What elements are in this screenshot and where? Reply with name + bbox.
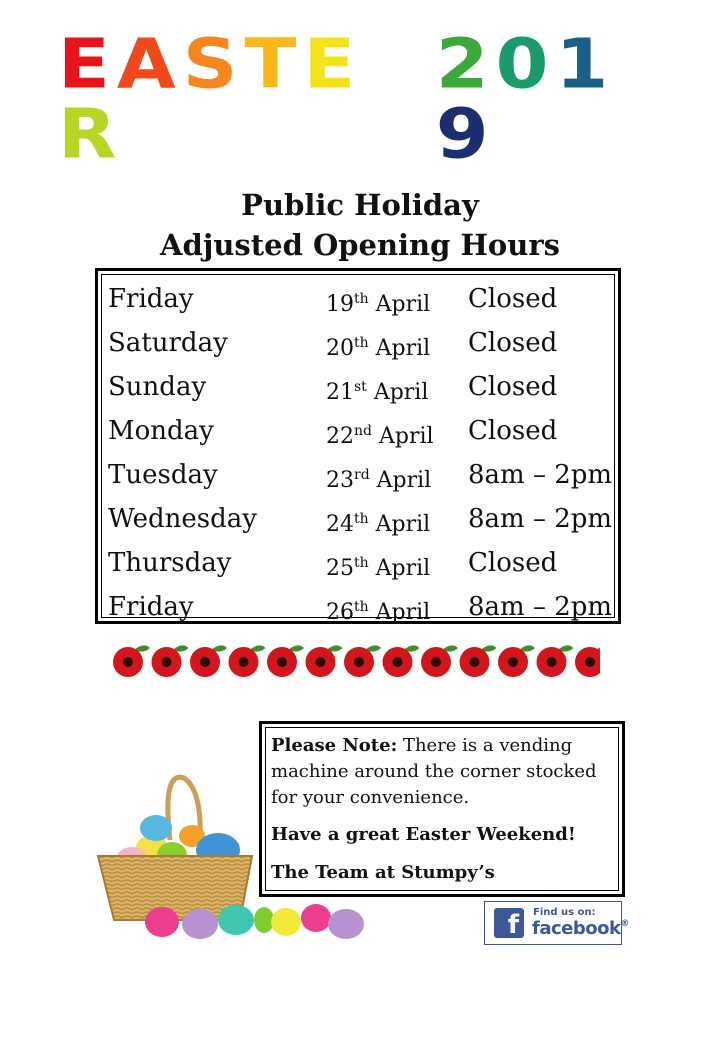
hours-row [108, 365, 618, 409]
date-suffix: st [354, 379, 367, 395]
hours-row [108, 453, 618, 497]
hours-status: Closed [468, 372, 558, 402]
hours-status: Closed [468, 328, 558, 358]
title-letter: R [58, 93, 118, 174]
hours-day: Saturday [108, 328, 228, 358]
facebook-word: facebook [532, 918, 621, 939]
date-space [372, 424, 379, 449]
date-suffix: th [354, 599, 369, 615]
hours-row [108, 409, 618, 453]
title-letter: 0 [495, 23, 550, 104]
hours-day: Monday [108, 416, 214, 446]
hours-row [108, 585, 618, 629]
hours-day: Thursday [108, 548, 232, 578]
poppy-divider [110, 640, 600, 680]
date-number: 23 [326, 468, 354, 493]
date-month: April [375, 512, 431, 537]
hours-row [108, 541, 618, 585]
hours-status: 8am – 2pm [468, 592, 613, 622]
date-number: 20 [326, 336, 354, 361]
poppy-icon [113, 645, 150, 677]
hours-date [326, 277, 430, 327]
hours-date [326, 497, 430, 547]
greeting: Have a great Easter Weekend! [271, 824, 576, 845]
poppy-icon [383, 645, 420, 677]
title-letter: 9 [435, 93, 490, 174]
date-month: April [376, 468, 432, 493]
date-suffix: th [354, 511, 369, 527]
date-number: 24 [326, 512, 354, 537]
poppy-icon [460, 645, 497, 677]
hours-status: 8am – 2pm [468, 460, 613, 490]
hours-row [108, 277, 618, 321]
date-number: 22 [326, 424, 354, 449]
date-suffix: th [354, 291, 369, 307]
note-box [259, 721, 625, 897]
note-text: There is a vending machine around the corner stocked for your convenience. [271, 735, 597, 808]
hours-day: Tuesday [108, 460, 218, 490]
poppy-icon [267, 645, 304, 677]
date-space [367, 380, 374, 405]
poppy-icon [152, 645, 189, 677]
title-word-easter [58, 23, 407, 174]
opening-hours-table [95, 268, 621, 624]
note-label: Please Note: [271, 735, 398, 756]
poppy-icon [575, 645, 600, 677]
hours-row [108, 321, 618, 365]
hours-day: Friday [108, 592, 194, 622]
title-letter: S [182, 23, 239, 104]
facebook-badge[interactable] [484, 901, 629, 945]
title-letter: 2 [435, 23, 490, 104]
poppy-icon [190, 645, 227, 677]
title-letter: T [244, 23, 298, 104]
easter-2019-title [58, 23, 662, 174]
facebook-find-us-label: Find us on: [533, 907, 596, 918]
date-space [369, 292, 376, 317]
hours-date [326, 453, 431, 503]
title-letter: E [303, 23, 357, 104]
date-number: 21 [326, 380, 354, 405]
date-suffix: nd [354, 423, 372, 439]
date-suffix: rd [354, 467, 370, 483]
hours-day: Friday [108, 284, 194, 314]
hours-date [326, 585, 430, 635]
hours-date [326, 365, 428, 415]
poppy-icon [421, 645, 458, 677]
facebook-wordmark [532, 918, 629, 939]
facebook-f-icon: f [494, 908, 524, 938]
poppy-icon [306, 645, 343, 677]
heading-line-1: Public Holiday [241, 188, 479, 222]
date-space [369, 556, 376, 581]
date-month: April [378, 424, 434, 449]
poppy-icon [498, 645, 535, 677]
date-suffix: th [354, 335, 369, 351]
date-month: April [375, 336, 431, 361]
vending-note [271, 733, 611, 811]
hours-status: Closed [468, 548, 558, 578]
hours-status: Closed [468, 416, 558, 446]
facebook-reg-mark: ® [620, 919, 629, 929]
hours-day: Sunday [108, 372, 207, 402]
date-number: 19 [326, 292, 354, 317]
title-word-year [435, 23, 662, 174]
hours-date [326, 409, 434, 459]
heading-line-2: Adjusted Opening Hours [160, 228, 560, 262]
date-month: April [375, 292, 431, 317]
hours-day: Wednesday [108, 504, 257, 534]
hours-date [326, 321, 430, 371]
signoff: The Team at Stumpy’s [271, 862, 495, 883]
poppy-icon [229, 645, 266, 677]
date-month: April [375, 600, 431, 625]
poppy-icon [537, 645, 574, 677]
date-month: April [373, 380, 429, 405]
title-letter: E [58, 23, 111, 104]
hours-status: 8am – 2pm [468, 504, 613, 534]
date-space [369, 336, 376, 361]
hours-status: Closed [468, 284, 558, 314]
title-letter: A [116, 23, 177, 104]
date-month: April [375, 556, 431, 581]
hours-row [108, 497, 618, 541]
date-number: 26 [326, 600, 354, 625]
poppy-icon [344, 645, 381, 677]
date-space [369, 512, 376, 537]
date-number: 25 [326, 556, 354, 581]
date-space [370, 468, 377, 493]
date-suffix: th [354, 555, 369, 571]
title-letter: 1 [555, 23, 610, 104]
hours-date [326, 541, 430, 591]
date-space [369, 600, 376, 625]
